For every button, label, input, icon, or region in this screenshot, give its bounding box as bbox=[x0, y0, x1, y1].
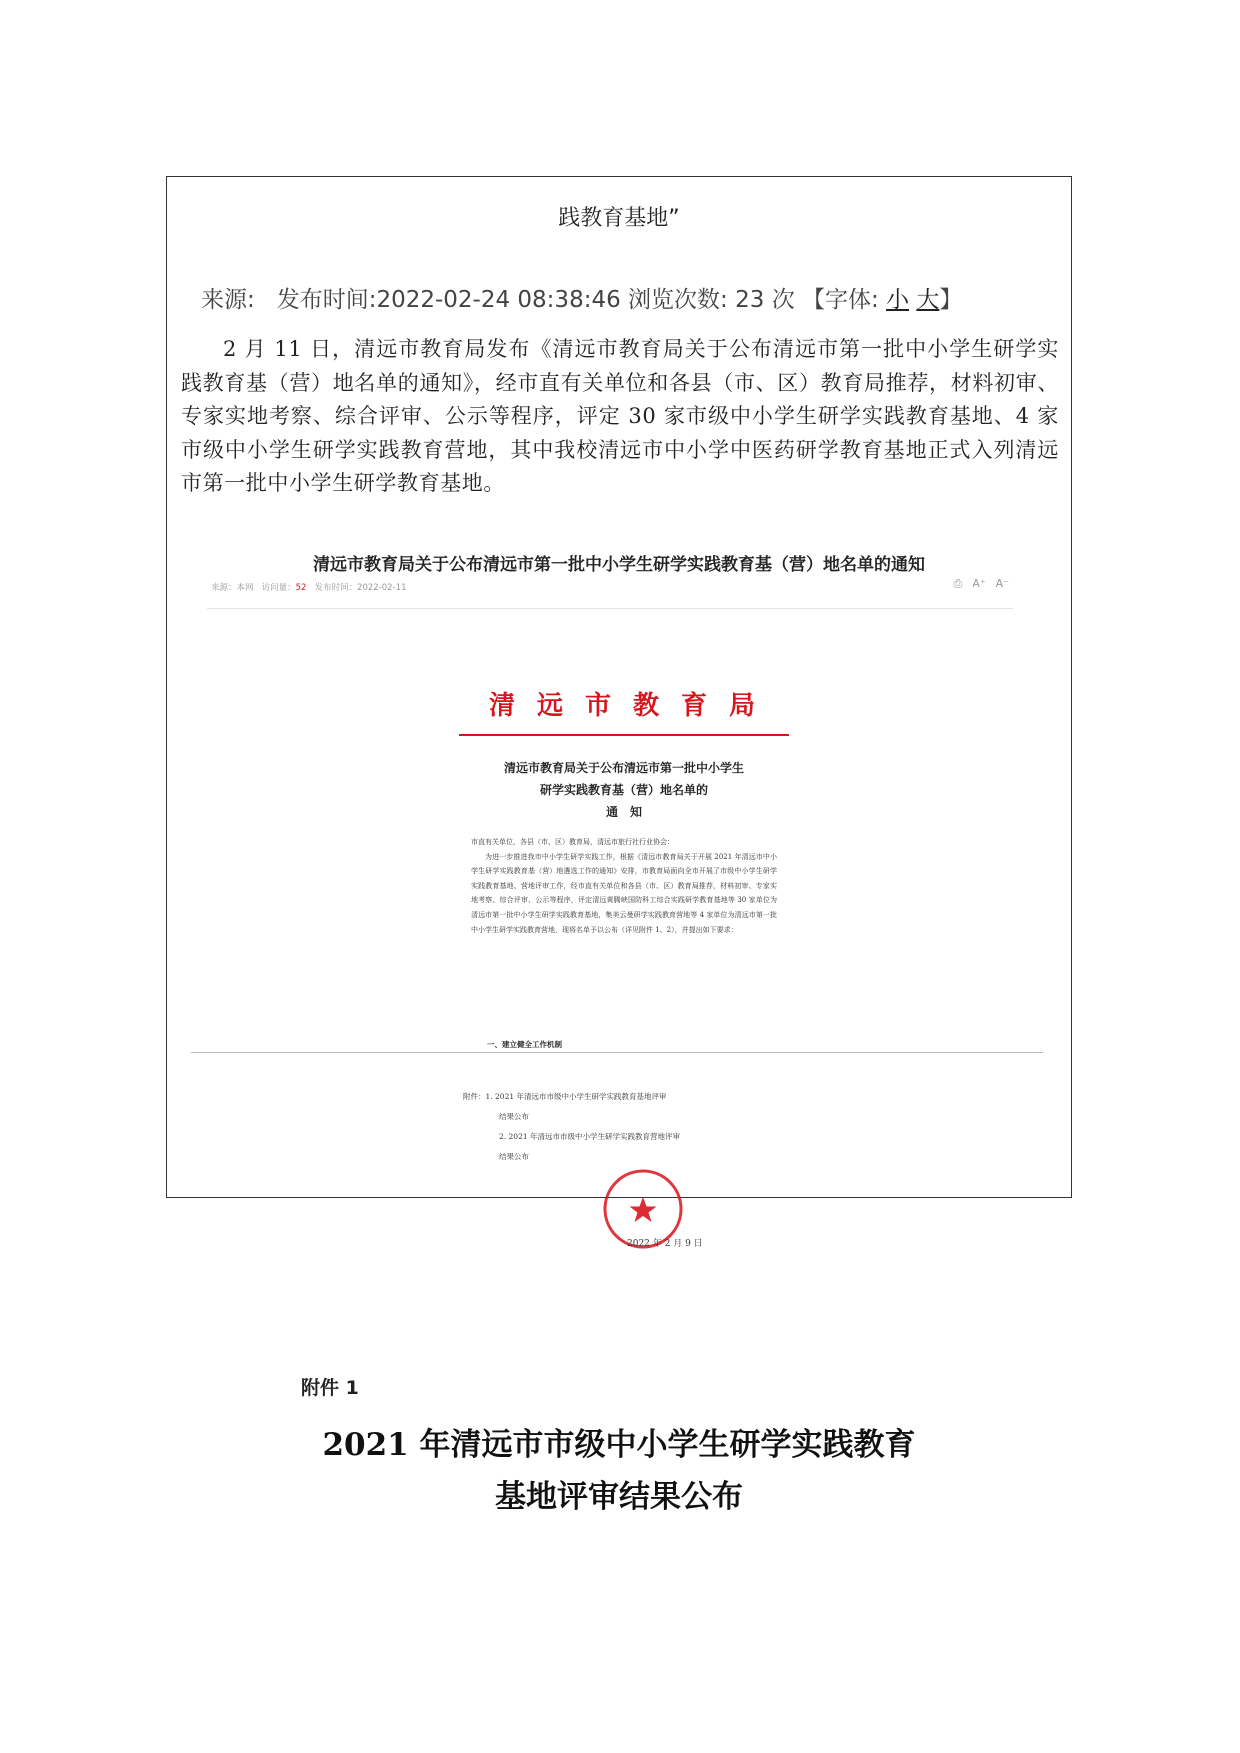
notice-page-title: 清远市教育局关于公布清远市第一批中小学生研学实践教育基（营）地名单的通知 bbox=[313, 555, 925, 575]
article-title-tail: 践教育基地” bbox=[558, 206, 680, 231]
source-label: 来源: bbox=[201, 287, 255, 313]
font-size-label: 【字体: bbox=[802, 287, 879, 313]
annex-title-line-2: 基地评审结果公布 bbox=[495, 1479, 743, 1515]
article-paragraph: 2 月 11 日，清远市教育局发布《清远市教育局关于公布清远市第一批中小学生研学实践教育基（营）地名单的通知》，经市直有关单位和各县（市、区）教育局推荐，材料初审、专家实地考察、综合评审、公示等程序，评定 30 家市级中小学生研学实践教育基地、4 家市级中小学生研学实践教育营地，其中我校清远市中小学中医药研学教育基地正式入列清远市第一批中小学生研学教育基地。 bbox=[181, 337, 1059, 496]
notice-page-meta bbox=[211, 581, 406, 593]
attachment-line-3: 2. 2021 年清远市市级中小学生研学实践教育营地评审 bbox=[499, 1132, 681, 1141]
notice-visits-label: 访问量： bbox=[261, 583, 296, 593]
notice-section-heading: 一、建立健全工作机制 bbox=[487, 1040, 562, 1049]
letterhead-red-line bbox=[459, 734, 789, 736]
screenshot-cut-line bbox=[191, 1052, 1043, 1053]
notice-title-line-3: 通 知 bbox=[605, 805, 642, 819]
notice-body-text: 为进一步推进我市中小学生研学实践工作，根据《清远市教育局关于开展 2021 年清远市中小学生研学实践教育基（营）地遴选工作的通知》安排，市教育局面向全市开展了市级中小学生研学实践教育基地、营地评审工作，经市直有关单位和各县（市、区）教育局推荐，材料初审、专家实地考察、综合评审、公示等程序，评定清远黄腾峡国防科工综合实践研学教育基地等 30 家单位为清远市第一批中小学生研学实践教育基地，集美云曼研学实践教育营地等 4 家单位为清远市第一批中小学生研学实践教育营地，现将名单予以公布（详见附件 1、2），并提出如下要求： bbox=[471, 852, 777, 934]
notice-source: 来源：本网 bbox=[211, 583, 254, 593]
published-label: 发布时间: bbox=[276, 287, 377, 313]
font-decrease-icon: A⁻ bbox=[995, 577, 1009, 590]
notice-tools bbox=[954, 577, 1010, 591]
notice-title-line-2: 研学实践教育基（营）地名单的 bbox=[539, 783, 708, 797]
views-label: 浏览次数: bbox=[628, 287, 728, 313]
attachment-line-2: 结果公布 bbox=[499, 1112, 529, 1121]
annex-title bbox=[167, 1419, 1071, 1523]
notice-document-body bbox=[471, 835, 777, 937]
views-value: 23 bbox=[735, 287, 765, 313]
embedded-notice-screenshot bbox=[167, 177, 1071, 1515]
notice-visits-value: 52 bbox=[295, 583, 307, 593]
notice-published: 发布时间：2022-02-11 bbox=[314, 583, 407, 593]
font-increase-icon: A⁺ bbox=[972, 577, 986, 590]
notice-divider bbox=[207, 608, 1013, 609]
annex-label: 附件 1 bbox=[301, 1377, 359, 1399]
article-frame bbox=[166, 176, 1072, 1515]
annex-title-line-1: 2021 年清远市市级中小学生研学实践教育 bbox=[322, 1427, 916, 1463]
bureau-letterhead: 清远市教育局 bbox=[488, 691, 777, 721]
font-small-link[interactable]: 小 bbox=[886, 287, 910, 313]
published-value: 2022-02-24 08:38:46 bbox=[376, 287, 621, 313]
notice-salutation: 市直有关单位，各县（市、区）教育局，清远市旅行社行业协会： bbox=[471, 838, 674, 846]
notice-title-line-1: 清远市教育局关于公布清远市第一批中小学生 bbox=[503, 761, 744, 775]
attachment-line-1: 附件：1. 2021 年清远市市级中小学生研学实践教育基地评审 bbox=[463, 1092, 667, 1101]
attachment-line-4: 结果公布 bbox=[499, 1152, 529, 1161]
font-large-link[interactable]: 大 bbox=[916, 287, 940, 313]
notice-attachments bbox=[463, 1087, 680, 1167]
notice-document-title bbox=[427, 757, 821, 823]
print-icon: ⎙ bbox=[953, 577, 963, 590]
views-unit: 次 bbox=[771, 287, 795, 313]
font-size-close: 】 bbox=[939, 287, 963, 313]
notice-date: 2022 年 2 月 9 日 bbox=[627, 1239, 703, 1249]
